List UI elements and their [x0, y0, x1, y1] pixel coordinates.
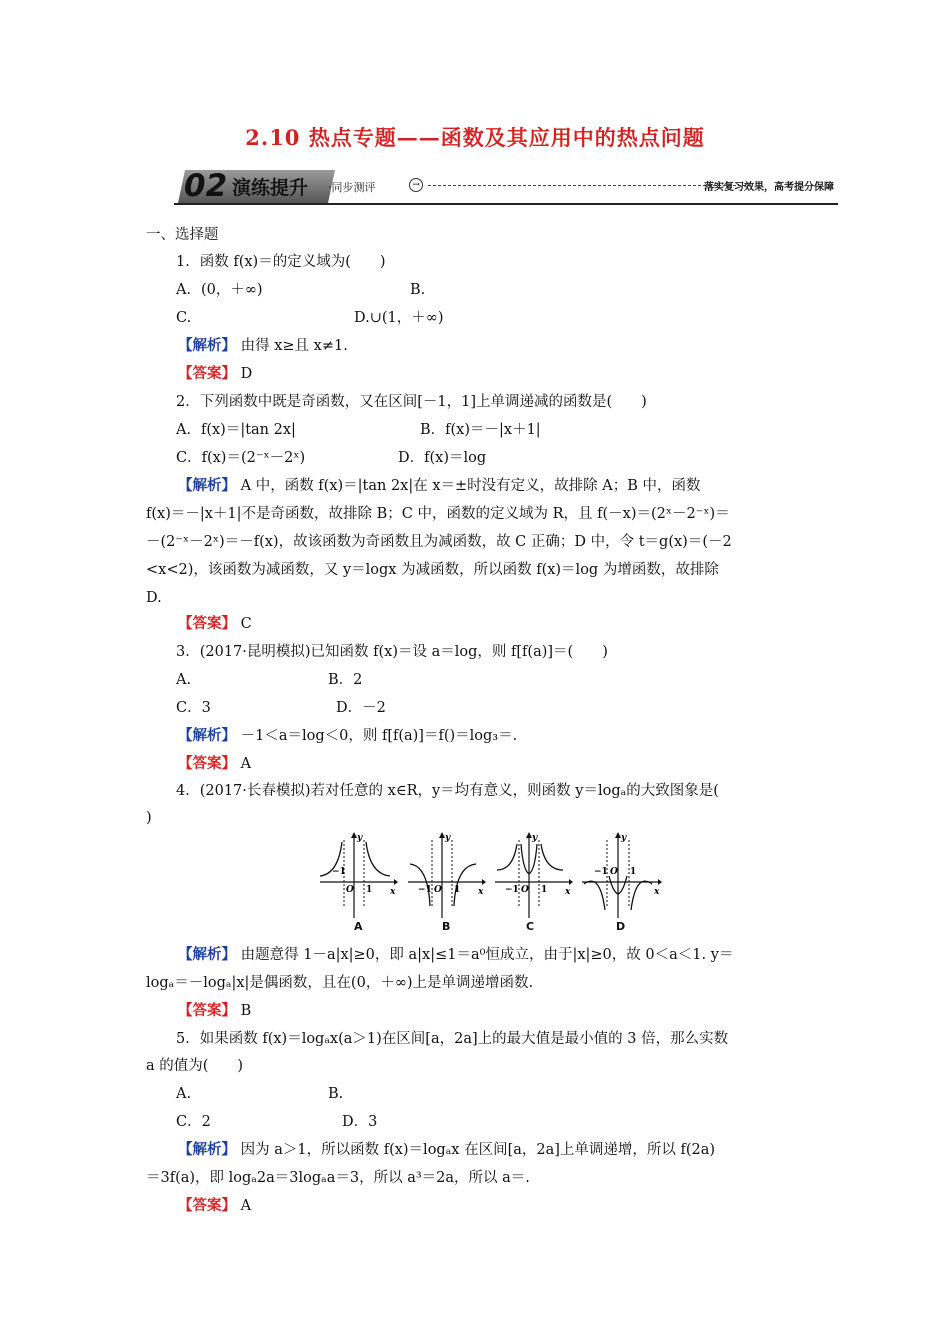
- q2-option-a: A．f(x)＝|tan 2x|: [176, 422, 296, 438]
- q4-answer-text: B: [240, 1003, 252, 1019]
- q5-stem-1: 5．如果函数 f(x)＝logₐx(a＞1)在区间[a，2a]上的最大值是最小值的 3 倍，那么实数: [176, 1031, 729, 1047]
- answer-tag: 【答案】: [178, 755, 236, 772]
- analysis-tag: 【解析】: [178, 337, 236, 354]
- q1-answer-text: D: [240, 366, 253, 382]
- q1-answer: [178, 364, 252, 384]
- svg-text:x: x: [478, 887, 484, 897]
- svg-text:1: 1: [630, 867, 637, 877]
- graph-a: [318, 830, 398, 920]
- q5-analysis-text-1: 因为 a＞1，所以函数 f(x)＝logₐx 在区间[a，2a]上单调递增，所以 f(2a): [240, 1142, 716, 1158]
- answer-tag: 【答案】: [178, 1197, 236, 1214]
- q4-analysis: [178, 945, 733, 965]
- svg-text:O: O: [521, 885, 529, 895]
- graph-label-b: B: [442, 920, 451, 933]
- q1-analysis: [178, 336, 348, 356]
- svg-text:1: 1: [541, 885, 548, 895]
- svg-text:−1: −1: [418, 885, 432, 895]
- arrow-right-icon: →: [409, 178, 423, 192]
- q1-option-b: B.: [410, 282, 426, 298]
- q2-option-d: D．f(x)＝log: [398, 450, 487, 466]
- svg-text:x: x: [390, 887, 396, 897]
- analysis-tag: 【解析】: [178, 946, 236, 963]
- section-banner: [178, 170, 838, 206]
- q2-analysis-text-4: <x<2)，该函数为减函数，又 y＝logx 为减函数，所以函数 f(x)＝log 为增函数，故排除: [146, 562, 719, 578]
- banner-number: 02: [184, 168, 228, 204]
- q2-stem: 2．下列函数中既是奇函数，又在区间[－1，1]上单调递减的函数是( ): [176, 394, 647, 410]
- banner-rule: [174, 203, 838, 205]
- svg-text:y: y: [357, 833, 363, 843]
- q3-stem: 3．(2017·昆明模拟)已知函数 f(x)＝设 a＝log，则 f[f(a)]＝( ): [176, 644, 608, 660]
- svg-text:y: y: [445, 833, 451, 843]
- q5-analysis-text-2: ＝3f(a)，即 logₐ2a＝3logₐa＝3，所以 a³＝2a，所以 a＝.: [146, 1170, 530, 1186]
- graph-label-a: A: [354, 920, 363, 933]
- svg-text:1: 1: [366, 885, 373, 895]
- svg-text:x: x: [654, 887, 660, 897]
- svg-text:1: 1: [454, 885, 461, 895]
- answer-tag: 【答案】: [178, 615, 236, 632]
- graph-label-c: C: [526, 920, 535, 933]
- q3-option-d: D．－2: [336, 700, 386, 716]
- q2-analysis-text-1: A 中，函数 f(x)＝|tan 2x|在 x＝±时没有定义，故排除 A；B 中，函数: [240, 478, 701, 494]
- banner-subtitle: ·同步测评: [328, 181, 376, 194]
- analysis-tag: 【解析】: [178, 477, 236, 494]
- q1-analysis-text: 由得 x≥且 x≠1.: [240, 338, 348, 354]
- q3-analysis-text: －1＜a＝log＜0，则 f[f(a)]＝f()＝log₃＝.: [240, 728, 518, 744]
- q2-answer-text: C: [240, 616, 252, 632]
- answer-tag: 【答案】: [178, 365, 236, 382]
- q3-answer-text: A: [240, 756, 252, 772]
- svg-text:−1: −1: [332, 867, 346, 877]
- q1-stem: 1．函数 f(x)＝的定义域为( ): [176, 254, 386, 270]
- q2-option-c: C．f(x)＝(2⁻ˣ－2ˣ): [176, 450, 306, 466]
- q2-answer: [178, 614, 252, 634]
- svg-text:y: y: [532, 833, 538, 843]
- svg-text:O: O: [434, 885, 442, 895]
- graph-c: [493, 830, 573, 920]
- q5-option-b: B.: [328, 1086, 344, 1102]
- graph-label-d: D: [616, 920, 626, 933]
- q5-answer-text: A: [240, 1198, 252, 1214]
- q3-option-a: A.: [176, 672, 192, 688]
- svg-text:O: O: [346, 885, 354, 895]
- q2-option-b: B．f(x)＝－|x＋1|: [420, 422, 541, 438]
- banner-dashed-line: [428, 185, 746, 186]
- q1-option-c: C.: [176, 310, 192, 326]
- graph-d: [580, 830, 662, 920]
- svg-text:−1: −1: [594, 867, 608, 877]
- banner-slogan: 落实复习效果，高考提分保障: [704, 182, 834, 193]
- graph-b: [406, 830, 486, 920]
- q4-stem-1: 4．(2017·长春模拟)若对任意的 x∈R，y＝均有意义，则函数 y＝logₐ的大致图象是(: [176, 783, 719, 799]
- q1-option-d: D.∪(1，＋∞): [354, 310, 444, 326]
- q2-analysis: [178, 476, 701, 496]
- q5-option-c: C．2: [176, 1114, 211, 1130]
- q2-analysis-text-3: －(2⁻ˣ－2ˣ)＝－f(x)，故该函数为奇函数且为减函数，故 C 正确；D 中，令 t＝g(x)＝(－2: [146, 534, 732, 550]
- svg-text:y: y: [621, 833, 627, 843]
- q2-analysis-text-5: D.: [146, 590, 162, 606]
- q4-stem-2: ): [146, 810, 152, 826]
- q2-analysis-text-2: f(x)＝－|x＋1|不是奇函数，故排除 B；C 中，函数的定义域为 R，且 f(－x)＝(2ˣ－2⁻ˣ)＝: [146, 506, 730, 522]
- q3-option-c: C．3: [176, 700, 211, 716]
- section-heading: 一、选择题: [146, 227, 219, 243]
- page-title: 2.10 热点专题——函数及其应用中的热点问题: [245, 125, 705, 150]
- q4-graph-options: [318, 830, 663, 936]
- q5-option-d: D．3: [342, 1114, 378, 1130]
- analysis-tag: 【解析】: [178, 1141, 236, 1158]
- svg-text:−1: −1: [505, 885, 519, 895]
- q4-analysis-text-1: 由题意得 1－a|x|≥0，即 a|x|≤1＝a⁰恒成立，由于|x|≥0，故 0＜a＜1. y＝: [240, 947, 734, 963]
- q4-analysis-text-2: logₐ＝－logₐ|x|是偶函数，且在(0，＋∞)上是单调递增函数.: [146, 975, 534, 991]
- q5-analysis: [178, 1140, 715, 1160]
- q3-option-b: B．2: [328, 672, 363, 688]
- svg-text:x: x: [565, 887, 571, 897]
- q5-option-a: A.: [176, 1086, 192, 1102]
- q1-option-a: A．(0，＋∞): [176, 282, 263, 298]
- answer-tag: 【答案】: [178, 1002, 236, 1019]
- analysis-tag: 【解析】: [178, 727, 236, 744]
- q5-stem-2: a 的值为( ): [146, 1058, 244, 1074]
- q3-analysis: [178, 726, 517, 746]
- banner-caption: 演练提升: [232, 177, 309, 199]
- q4-answer: [178, 1001, 251, 1021]
- q5-answer: [178, 1196, 251, 1216]
- q3-answer: [178, 754, 251, 774]
- svg-text:O: O: [610, 867, 618, 877]
